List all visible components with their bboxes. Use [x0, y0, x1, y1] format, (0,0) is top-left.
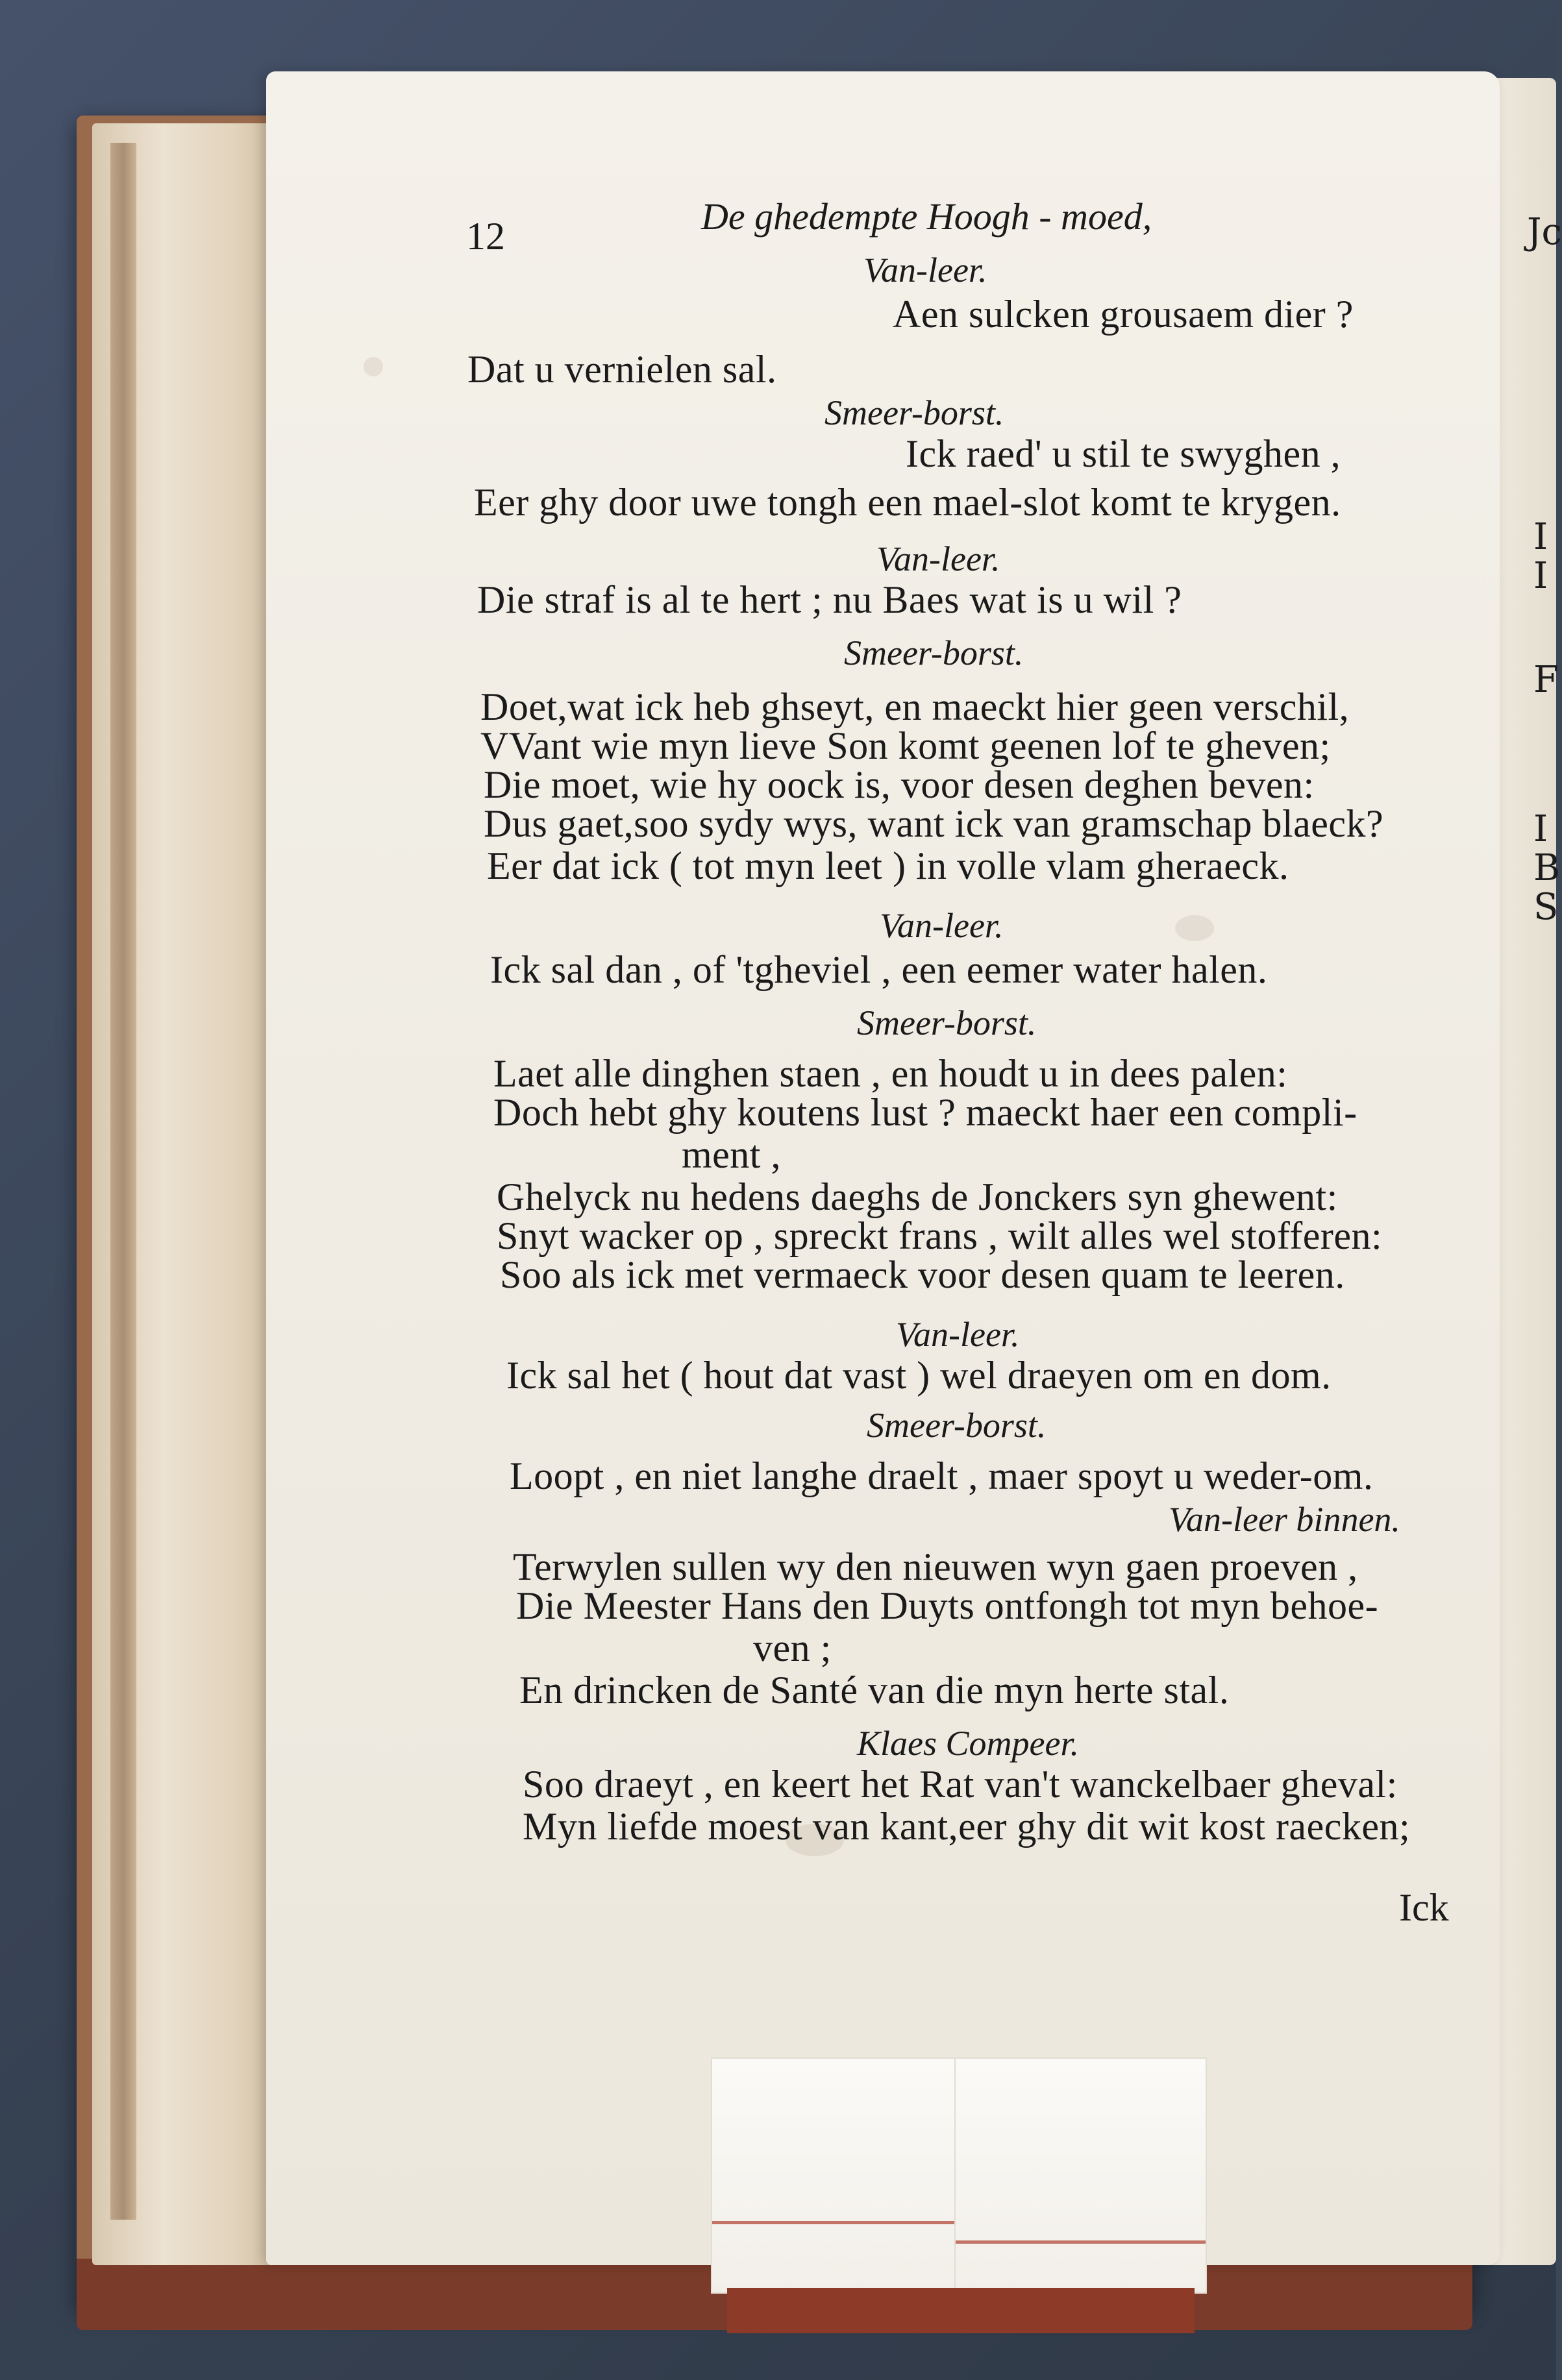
verse-line: Soo als ick met vermaeck voor desen quam te leeren.: [500, 1253, 1345, 1296]
verse-line: ven ;: [753, 1626, 832, 1669]
speaker-name: Smeer-borst.: [857, 1003, 1037, 1042]
verse-line: Ick raed' u stil te swyghen ,: [906, 432, 1341, 475]
speaker-name: Smeer-borst.: [844, 633, 1024, 672]
verse-line: Die straf is al te hert ; nu Baes wat is u wil ?: [477, 578, 1182, 621]
verse-line: Doet,wat ick heb ghseyt, en maeckt hier geen verschil,: [480, 685, 1350, 728]
verse-line: Ick sal dan , of 'tgheviel , een eemer water halen.: [490, 948, 1268, 991]
facing-fragment: F: [1533, 659, 1559, 701]
verse-line: Aen sulcken grousaem dier ?: [893, 293, 1354, 336]
speaker-name: Klaes Compeer.: [857, 1724, 1079, 1763]
page-number: 12: [466, 215, 505, 258]
verse-line: Die moet, wie hy oock is, voor desen deghen beven:: [484, 763, 1315, 806]
verse-line: Myn liefde moest van kant,eer ghy dit wit kost raecken;: [523, 1805, 1411, 1848]
verse-line: Terwylen sullen wy den nieuwen wyn gaen proeven ,: [513, 1545, 1358, 1588]
facing-fragment: Jc: [1527, 211, 1562, 253]
verse-line: Eer ghy door uwe tongh een mael-slot komt te krygen.: [474, 481, 1341, 524]
verse-line: ment ,: [682, 1133, 781, 1176]
verse-line: Doch hebt ghy koutens lust ? maeckt haer een compli-: [493, 1091, 1357, 1134]
speaker-name: Van-leer.: [863, 251, 987, 289]
facing-page-fragments: [1527, 211, 1562, 1058]
paper-stain: [1175, 915, 1214, 941]
running-title: De ghedempte Hoogh - moed,: [701, 195, 1152, 238]
verse-line: Ick sal het ( hout dat vast ) wel draeyen om en dom.: [506, 1354, 1332, 1397]
facing-fragment: B: [1533, 847, 1561, 889]
facing-fragment: I: [1533, 516, 1548, 558]
facing-fragment: I: [1533, 555, 1548, 597]
speaker-name: Van-leer.: [896, 1315, 1020, 1354]
speaker-name: Van-leer.: [876, 539, 1000, 578]
facing-fragment: S: [1533, 886, 1559, 928]
verse-line: Snyt wacker op , spreckt frans , wilt alles wel stofferen:: [497, 1214, 1383, 1257]
page-block-shadow: [110, 143, 136, 2220]
verse-line: Die Meester Hans den Duyts ontfongh tot myn behoe-: [516, 1584, 1379, 1627]
paper-tab: [954, 2057, 1207, 2294]
verse-line: Loopt , en niet langhe draelt , maer spoyt u weder-om.: [510, 1454, 1374, 1497]
paper-tab: [711, 2057, 957, 2294]
speaker-name: Van-leer.: [880, 906, 1004, 945]
verse-line: Laet alle dinghen staen , en houdt u in dees palen:: [493, 1052, 1288, 1095]
verse-line: Eer dat ick ( tot myn leet ) in volle vlam gheraeck.: [487, 844, 1289, 887]
verse-line: Ghelyck nu hedens daeghs de Jonckers syn ghewent:: [497, 1175, 1338, 1218]
speaker-name: Smeer-borst.: [867, 1406, 1047, 1445]
facing-fragment: I: [1533, 808, 1548, 850]
catchword: Ick: [1399, 1886, 1449, 1929]
stage-direction: Van-leer binnen.: [1169, 1500, 1400, 1539]
verse-line: VVant wie myn lieve Son komt geenen lof te gheven;: [480, 724, 1331, 767]
verse-line: En drincken de Santé van die myn herte stal.: [519, 1669, 1230, 1711]
verse-line: Dus gaet,soo sydy wys, want ick van gramschap blaeck?: [484, 802, 1384, 845]
tab-base: [727, 2288, 1195, 2333]
verse-line: Soo draeyt , en keert het Rat van't wanckelbaer gheval:: [523, 1763, 1398, 1806]
paper-stain: [364, 357, 383, 376]
speaker-name: Smeer-borst.: [824, 393, 1004, 432]
verse-line: Dat u vernielen sal.: [467, 348, 777, 391]
